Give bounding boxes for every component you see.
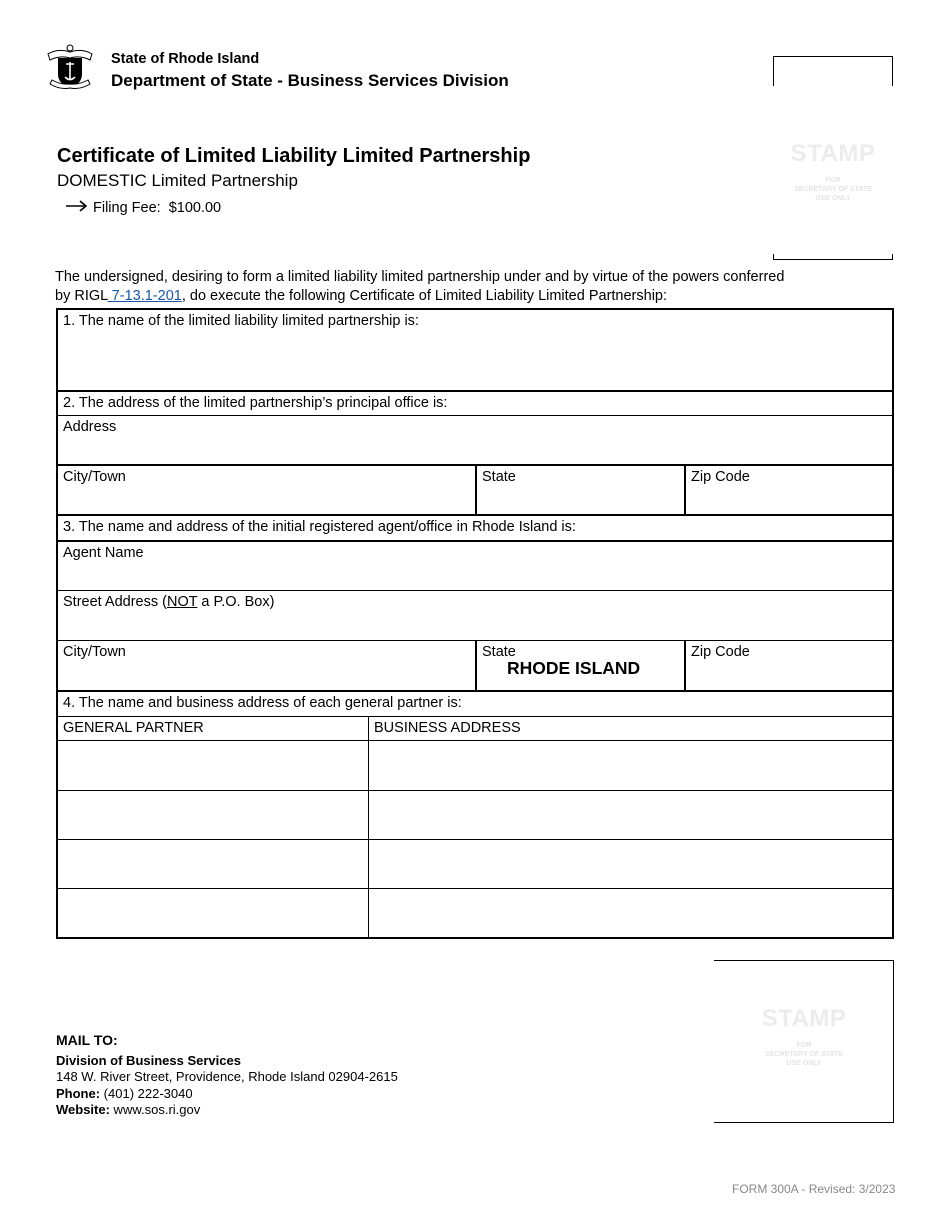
s3-state-field <box>477 641 684 689</box>
mail-address: 148 W. River Street, Providence, Rhode Island 02904-2615 <box>56 1069 398 1084</box>
s2-city-field[interactable] <box>58 466 475 514</box>
s4-col-general-partner: GENERAL PARTNER <box>63 720 204 736</box>
s4-col-business-address: BUSINESS ADDRESS <box>374 720 521 736</box>
state-name: State of Rhode Island <box>111 51 260 67</box>
partner-name-1[interactable] <box>58 741 368 790</box>
s2-state-field[interactable] <box>477 466 684 514</box>
stamp-word: STAMP <box>790 140 876 167</box>
form-title: Certificate of Limited Liability Limited Partnership <box>57 145 531 167</box>
stamp-line3: USE ONLY <box>815 195 851 202</box>
s2-address-label: Address <box>63 419 117 435</box>
s3-street-after: a P.O. Box) <box>197 594 275 610</box>
stamp-box-bottom <box>714 960 894 1123</box>
website-url: www.sos.ri.gov <box>109 1102 201 1117</box>
s2-zip-field[interactable] <box>686 466 892 514</box>
filing-fee <box>66 200 221 216</box>
s2-state-label: State <box>482 469 516 485</box>
stamp-line2: SECRETARY OF STATE <box>794 186 872 193</box>
s1-heading: 1. The name of the limited liability limited partnership is: <box>63 313 419 329</box>
partner-address-4[interactable] <box>369 889 892 937</box>
partner-address-1[interactable] <box>369 741 892 790</box>
s2-heading: 2. The address of the limited partnership’s principal office is: <box>63 395 448 411</box>
s1-name-field[interactable] <box>58 310 892 390</box>
s3-street-label <box>63 594 274 610</box>
fee-amount: $100.00 <box>168 200 222 216</box>
intro-text-before: The undersigned, desiring to form a limited liability limited partnership under and by virtue of the powers conferred by RIGL <box>55 269 785 304</box>
intro-paragraph <box>55 268 795 306</box>
s3-state-label: State <box>482 644 516 660</box>
stamp-bottom-line3: USE ONLY <box>786 1060 822 1067</box>
s3-agent-label: Agent Name <box>63 545 144 561</box>
s3-street-field[interactable] <box>58 591 892 640</box>
s3-zip-field[interactable] <box>686 641 892 689</box>
s3-state-value: RHODE ISLAND <box>507 658 641 678</box>
form-number: FORM 300A - Revised: 3/2023 <box>732 1182 896 1196</box>
s3-street-not: NOT <box>166 594 198 610</box>
mail-to-block <box>56 1032 398 1119</box>
certificate-form <box>56 308 894 939</box>
s3-heading: 3. The name and address of the initial registered agent/office in Rhode Island is: <box>63 519 576 535</box>
mail-division: Division of Business Services <box>56 1052 241 1068</box>
stamp-word-bottom: STAMP <box>761 1005 847 1032</box>
fee-label: Filing Fee: <box>93 200 161 216</box>
arrow-right-icon <box>66 200 93 216</box>
mail-phone <box>56 1086 398 1103</box>
s3-city-field[interactable] <box>58 641 475 689</box>
stamp-bottom-line1: FOR <box>796 1042 812 1049</box>
phone-label: Phone: <box>56 1085 101 1101</box>
stamp-line1: FOR <box>825 177 841 184</box>
stamp-box-top <box>773 56 893 260</box>
partner-address-3[interactable] <box>369 840 892 888</box>
partner-name-4[interactable] <box>58 889 368 937</box>
s3-street-before: Street Address ( <box>63 594 167 610</box>
form-subtitle: DOMESTIC Limited Partnership <box>57 171 298 190</box>
department-name: Department of State - Business Services Division <box>111 71 509 90</box>
s3-agent-field[interactable] <box>58 542 892 590</box>
stamp-bottom-line2: SECRETARY OF STATE <box>765 1051 843 1058</box>
intro-text-after: , do execute the following Certificate of Limited Liability Limited Partnership: <box>181 288 668 304</box>
website-label: Website: <box>56 1102 110 1117</box>
partner-address-2[interactable] <box>369 791 892 839</box>
state-seal-icon <box>44 44 96 92</box>
mail-title: MAIL TO: <box>56 1032 118 1048</box>
phone-number: (401) 222-3040 <box>100 1085 193 1101</box>
partner-name-3[interactable] <box>58 840 368 888</box>
rigl-link[interactable]: 7-13.1-201 <box>107 288 182 304</box>
s3-city-label: City/Town <box>63 644 126 660</box>
s2-zip-label: Zip Code <box>691 469 750 485</box>
s4-heading: 4. The name and business address of each general partner is: <box>63 695 462 711</box>
s3-zip-label: Zip Code <box>691 644 750 660</box>
s2-address-field[interactable] <box>58 416 892 464</box>
mail-website <box>56 1102 398 1119</box>
s2-city-label: City/Town <box>63 469 126 485</box>
partner-name-2[interactable] <box>58 791 368 839</box>
